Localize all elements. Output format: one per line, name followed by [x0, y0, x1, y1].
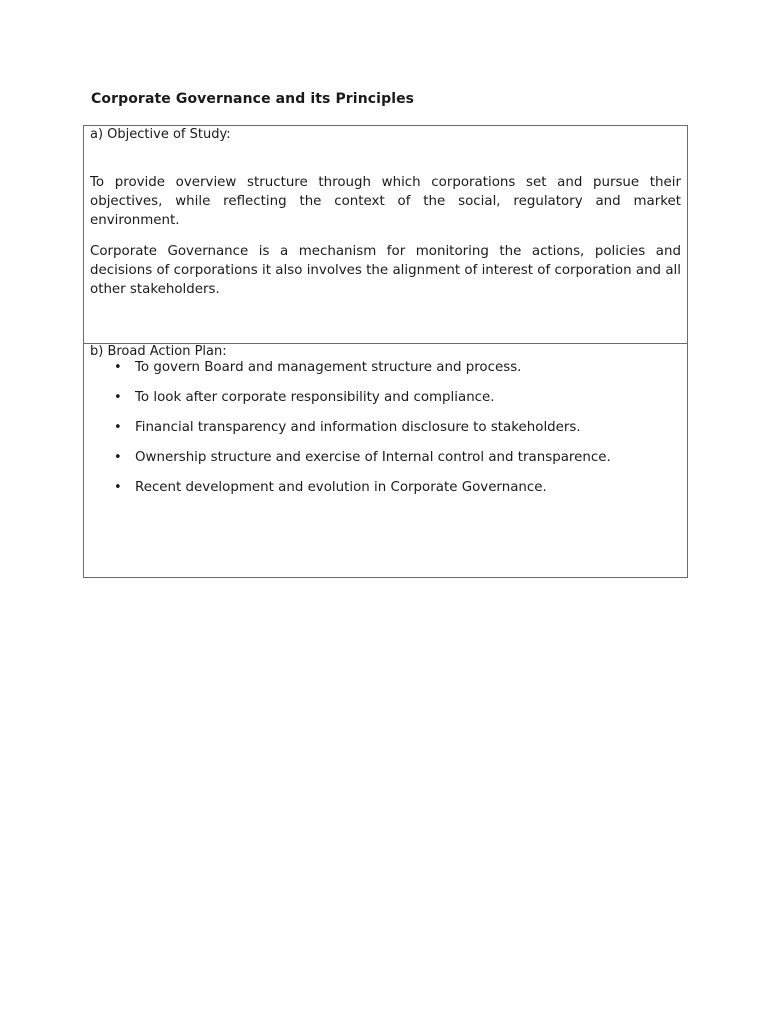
list-item-text: To govern Board and management structure and process.: [135, 360, 522, 375]
objective-paragraph-1: To provide overview structure through which corporations set and pursue their objectives, while reflecting the context of the social, regulatory and market environment.: [90, 175, 681, 228]
list-item-text: Recent development and evolution in Corporate Governance.: [135, 480, 547, 495]
objective-heading: a) Objective of Study:: [90, 127, 231, 142]
document-title: Corporate Governance and its Principles: [91, 91, 415, 107]
bullet-icon: •: [114, 480, 122, 495]
objective-paragraph-2: Corporate Governance is a mechanism for monitoring the actions, policies and decisions of corporations it also involves the alignment of interest of corporation and all other stakeholders.: [90, 244, 681, 297]
action-plan-section: [83, 343, 688, 578]
list-item-text: Financial transparency and information disclosure to stakeholders.: [135, 420, 581, 435]
bullet-icon: •: [114, 450, 122, 465]
list-item-text: Ownership structure and exercise of Internal control and transparence.: [135, 450, 611, 465]
list-item-text: To look after corporate responsibility and compliance.: [135, 390, 495, 405]
action-plan-heading: b) Broad Action Plan:: [90, 344, 227, 359]
bullet-icon: •: [114, 420, 122, 435]
objective-section: [83, 125, 688, 344]
bullet-icon: •: [114, 360, 122, 375]
bullet-icon: •: [114, 390, 122, 405]
